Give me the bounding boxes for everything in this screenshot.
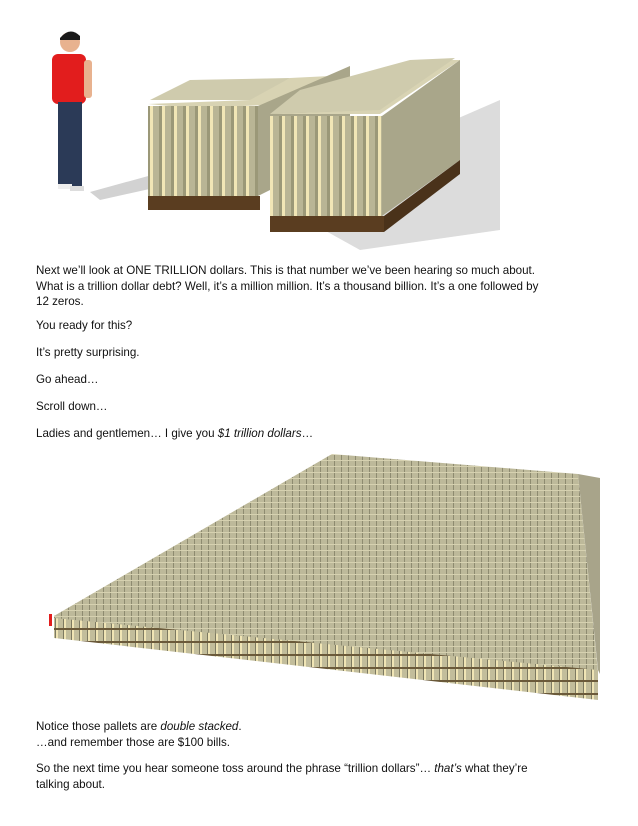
money-stack-right-front [270, 116, 382, 216]
closing-line-2: talking about. [36, 777, 105, 791]
remember-line: …and remember those are $100 bills. [36, 735, 230, 749]
notice-paragraph: Notice those pallets are double stacked. …and remember those are $100 bills. [36, 720, 242, 749]
scroll-line: Scroll down… [36, 400, 108, 413]
ready-line: You ready for this? [36, 319, 133, 332]
ladies-line: Ladies and gentlemen… I give you $1 trillion dollars… [36, 427, 314, 440]
intro-line-2: What is a trillion dollar debt? Well, it’s a million million. It’s a thousand billion. It’s a one followed by [36, 279, 539, 293]
man-figure [52, 31, 92, 191]
surprising-line: It’s pretty surprising. [36, 346, 140, 359]
intro-paragraph [36, 263, 604, 310]
tiny-man-marker [49, 614, 52, 626]
trillion-emphasis: $1 trillion dollars [217, 427, 302, 440]
pallet-left [148, 196, 260, 210]
pallet-right [270, 216, 384, 232]
intro-line-3: 12 zeros. [36, 295, 84, 308]
double-stacked-emphasis: double stacked [160, 720, 239, 733]
intro-line-1: Next we’ll look at ONE TRILLION dollars. This is that number we’ve been hearing so much about. [36, 264, 535, 277]
closing-paragraph: So the next time you hear someone toss around the phrase “trillion dollars”… that’s what they’re talking about. [36, 762, 528, 791]
man-with-money-stacks-illustration [30, 20, 510, 250]
go-ahead-line: Go ahead… [36, 373, 99, 386]
trillion-dollar-pallets-illustration [40, 448, 610, 708]
thats-emphasis: that’s [434, 762, 462, 775]
money-stack-left-front [148, 106, 258, 196]
